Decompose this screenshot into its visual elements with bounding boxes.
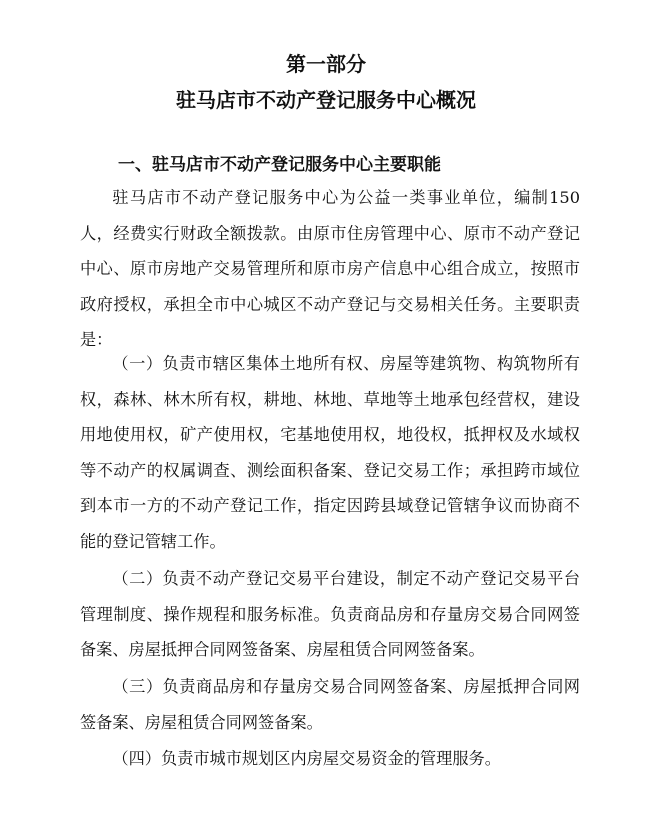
part-title: 第一部分: [286, 52, 366, 76]
section-heading: 一、驻马店市不动产登记服务中心主要职能: [118, 155, 441, 175]
intro-paragraph: 驻马店市不动产登记服务中心为公益一类事业单位，编制150人，经费实行财政全额拨款。由原市住房管理中心、原市不动产登记中心、原市房地产交易管理所和原市房产信息中心组合成立，按照市政府授权，承担全市中心城区不动产登记与交易相关任务。主要职责是：: [80, 188, 580, 350]
duty-item-3: （三）负责商品房和存量房交易合同网签备案、房屋抵押合同网签备案、房屋租赁合同网签备案。: [80, 677, 580, 732]
duty-item-4: （四）负责市城市规划区内房屋交易资金的管理服务。: [112, 749, 501, 768]
duty-item-1: （一）负责市辖区集体土地所有权、房屋等建筑物、构筑物所有权，森林、林木所有权，耕地、林地、草地等土地承包经营权，建设用地使用权，矿产使用权，宅基地使用权，地役权，抵押权及水域权等不动产的权属调查、测绘面积备案、登记交易工作；承担跨市域位到本市一方的不动产登记工作，指定因跨县域登记管辖争议而协商不能的登记管辖工作。: [80, 354, 580, 551]
document-title: 驻马店市不动产登记服务中心概况: [176, 88, 476, 112]
duty-item-2: （二）负责不动产登记交易平台建设，制定不动产登记交易平台管理制度、操作规程和服务标准。负责商品房和存量房交易合同网签备案、房屋抵押合同网签备案、房屋租赁合同网签备案。: [80, 569, 580, 660]
